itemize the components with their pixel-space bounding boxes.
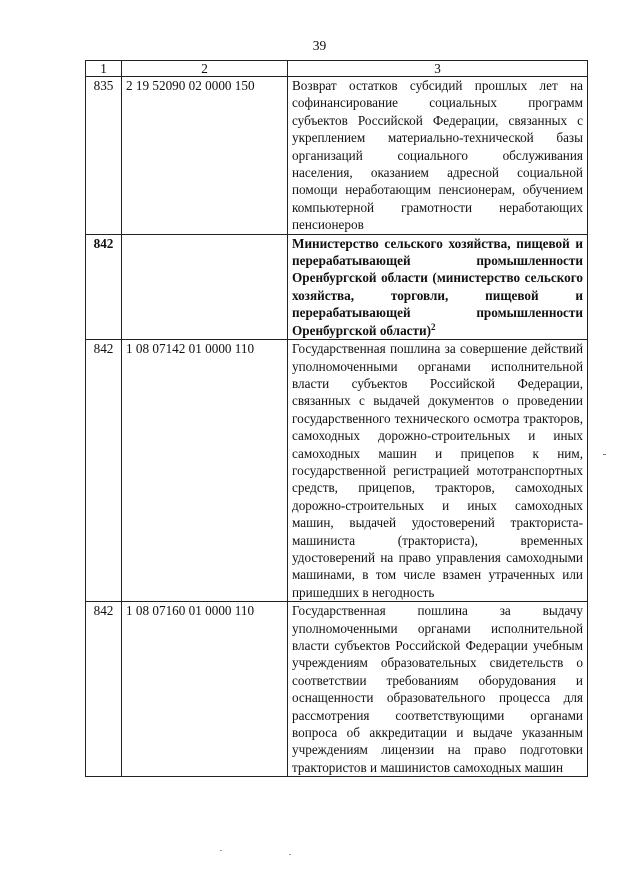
table-header-row [86,61,588,77]
budget-classification-code: 1 08 07160 01 0000 110 [122,602,288,777]
page-number: 39 [312,38,327,53]
scan-speck [289,854,291,855]
admin-code: 842 [86,234,122,339]
scan-speck [603,454,606,455]
revenue-description: Государственная пошлина за совершение действий уполномоченными органами исполнительной власти субъектов Российской Федерации, связанных с выдачей документов о проведении государственного технического осмотра тракторов, самоходных дорожно-строительных и иных самоходных машин и прицепов к ним, государственной регистрацией мототранспортных средств, прицепов, тракторов, самоходных дорожно-строительных и иных самоходных машин, выдачей удостоверений тракториста-машиниста (тракториста), временных удостоверений на право управления самоходными машинами, в том числе взамен утраченных или пришедших в негодность [288,340,588,602]
admin-code: 842 [86,340,122,602]
ministry-name-text: Министерство сельского хозяйства, пищевой и перерабатывающей промышленности Оренбургской области (министерство сельского хозяйства, торговли, пищевой и перерабатывающей промышленности Оренбургской области) [292,235,583,338]
scan-speck [220,850,222,851]
table-row-ministry [86,234,588,339]
budget-classification-code: 2 19 52090 02 0000 150 [122,77,288,235]
footnote-marker: 2 [431,321,436,332]
admin-code: 842 [86,602,122,777]
ministry-name [288,234,588,339]
table-row [86,602,588,777]
table-row [86,340,588,602]
header-col-1: 1 [86,61,122,77]
admin-code: 835 [86,77,122,235]
header-col-2: 2 [122,61,288,77]
table-row [86,77,588,235]
budget-classification-code [122,234,288,339]
revenue-description: Государственная пошлина за выдачу уполномоченными органами исполнительной власти субъектов Российской Федерации учебным учреждениям образовательных свидетельств о соответствии требованиям оборудования и оснащенности образовательного процесса для рассмотрения соответствующими органами вопроса об аккредитации и выдаче указанным учреждениям лицензии на право подготовки трактористов и машинистов самоходных машин [288,602,588,777]
budget-code-table [85,60,588,777]
budget-classification-code: 1 08 07142 01 0000 110 [122,340,288,602]
revenue-description: Возврат остатков субсидий прошлых лет на софинансирование социальных программ субъектов Российской Федерации, связанных с укреплением материально-технической базы организаций социального обслуживания населения, оказанием адресной социальной помощи неработающим пенсионерам, обучением компьютерной грамотности неработающих пенсионеров [288,77,588,235]
header-col-3: 3 [288,61,588,77]
